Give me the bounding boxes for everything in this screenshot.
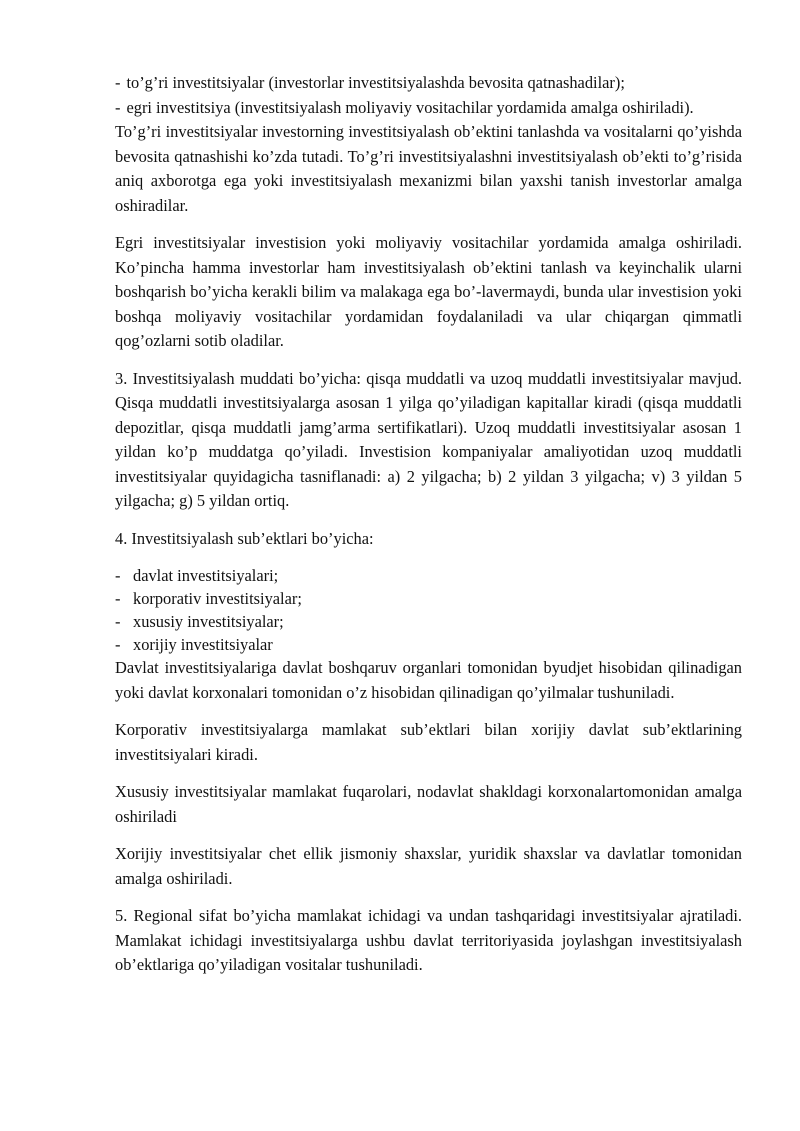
paragraph-state-investment: Davlat investitsiyalariga davlat boshqaruv organlari tomonidan byudjet hisobidan qilinadigan yoki davlat korxonalari tomonidan o’z hisobidan qilinadigan qo’yilmalar tushuniladi. [115, 658, 742, 702]
list-item [115, 633, 742, 656]
paragraph-investment-term: 3. Investitsiyalash muddati bo’yicha: qisqa muddatli va uzoq muddatli investitsiyalar mavjud. Qisqa muddatli investitsiyalarga asosan 1 yilga qo’yiladigan kapitallar kiradi (qisqa muddatli depozitlar, qisqa muddatli jamg’arma sertifikatlari). Uzoq muddatli investitsiyalar asosan 1 yildan ko’p muddatga qo’yiladi. Investision kompaniyalar amaliyotidan uzoq muddatli investitsiyalar quyidagicha tasniflanadi: a) 2 yilgacha; b) 2 yildan 3 yilgacha; v) 3 yildan 5 yilgacha; g) 5 yildan ortiq. [115, 368, 742, 510]
list-dash: - [115, 566, 121, 585]
paragraph-corporate-investment: Korporativ investitsiyalarga mamlakat sub’ektlari bilan xorijiy davlat sub’ektlarining investitsiyalari kiradi. [115, 720, 742, 764]
list-item [115, 71, 742, 96]
list-item-text: xorijiy investitsiyalar [133, 635, 273, 654]
list-dash: - [115, 612, 121, 631]
paragraph-direct-investment: To’g’ri investitsiyalar investorning investitsiyalash ob’ektini tanlashda va vositalarni qo’yishda bevosita qatnashishi ko’zda tutadi. To’g’ri investitsiyalashni investitsiyalash ob’ekti to’g’risida aniq axborotga ega yoki investitsiyalash mexanizmi bilan yaxshi tanish investorlar amalga oshiradilar. [115, 122, 742, 215]
document-page [115, 71, 742, 978]
paragraph-regional-investment: 5. Regional sifat bo’yicha mamlakat ichidagi va undan tashqaridagi investitsiyalar ajratiladi. Mamlakat ichidagi investitsiyalarga ushbu davlat territoriyasida joylashgan investitsiyalash ob’ektlariga qo’yiladigan vositalar tushuniladi. [115, 906, 742, 974]
investment-type-list [115, 71, 742, 120]
list-item [115, 587, 742, 610]
list-item [115, 96, 742, 121]
subject-list [115, 564, 742, 656]
list-dash: - [115, 589, 121, 608]
list-item-text: korporativ investitsiyalar; [133, 589, 302, 608]
list-item [115, 564, 742, 587]
paragraph-foreign-investment: Xorijiy investitsiyalar chet ellik jismoniy shaxslar, yuridik shaxslar va davlatlar tomonidan amalga oshiriladi. [115, 844, 742, 888]
paragraph-private-investment: Xususiy investitsiyalar mamlakat fuqarolari, nodavlat shakldagi korxonalartomonidan amalga oshiriladi [115, 782, 742, 826]
list-dash: - [115, 73, 121, 92]
list-dash: - [115, 97, 121, 117]
paragraph-subjects-heading: 4. Investitsiyalash sub’ektlari bo’yicha: [115, 528, 374, 548]
list-item-text: xususiy investitsiyalar; [133, 612, 284, 631]
list-item-text: egri investitsiya (investitsiyalash moliyaviy vositachilar yordamida amalga oshiriladi). [126, 97, 694, 117]
list-item-text: to’g’ri investitsiyalar (investorlar investitsiyalashda bevosita qatnashadilar); [126, 73, 625, 92]
list-item-text: davlat investitsiyalari; [133, 566, 279, 585]
list-item [115, 610, 742, 633]
paragraph-indirect-investment: Egri investitsiyalar investision yoki moliyaviy vositachilar yordamida amalga oshiriladi. Ko’pincha hamma investorlar ham investitsiyalash ob’ektini tanlash va keyinchalik ularni boshqarish bo’yicha kerakli bilim va malakaga ega bo’-lavermaydi, bunda ular investision yoki boshqa moliyaviy vositachilar yordamidan foydalaniladi va ular chiqargan qimmatli qog’ozlarni sotib oladilar. [115, 233, 742, 350]
list-dash: - [115, 635, 121, 654]
